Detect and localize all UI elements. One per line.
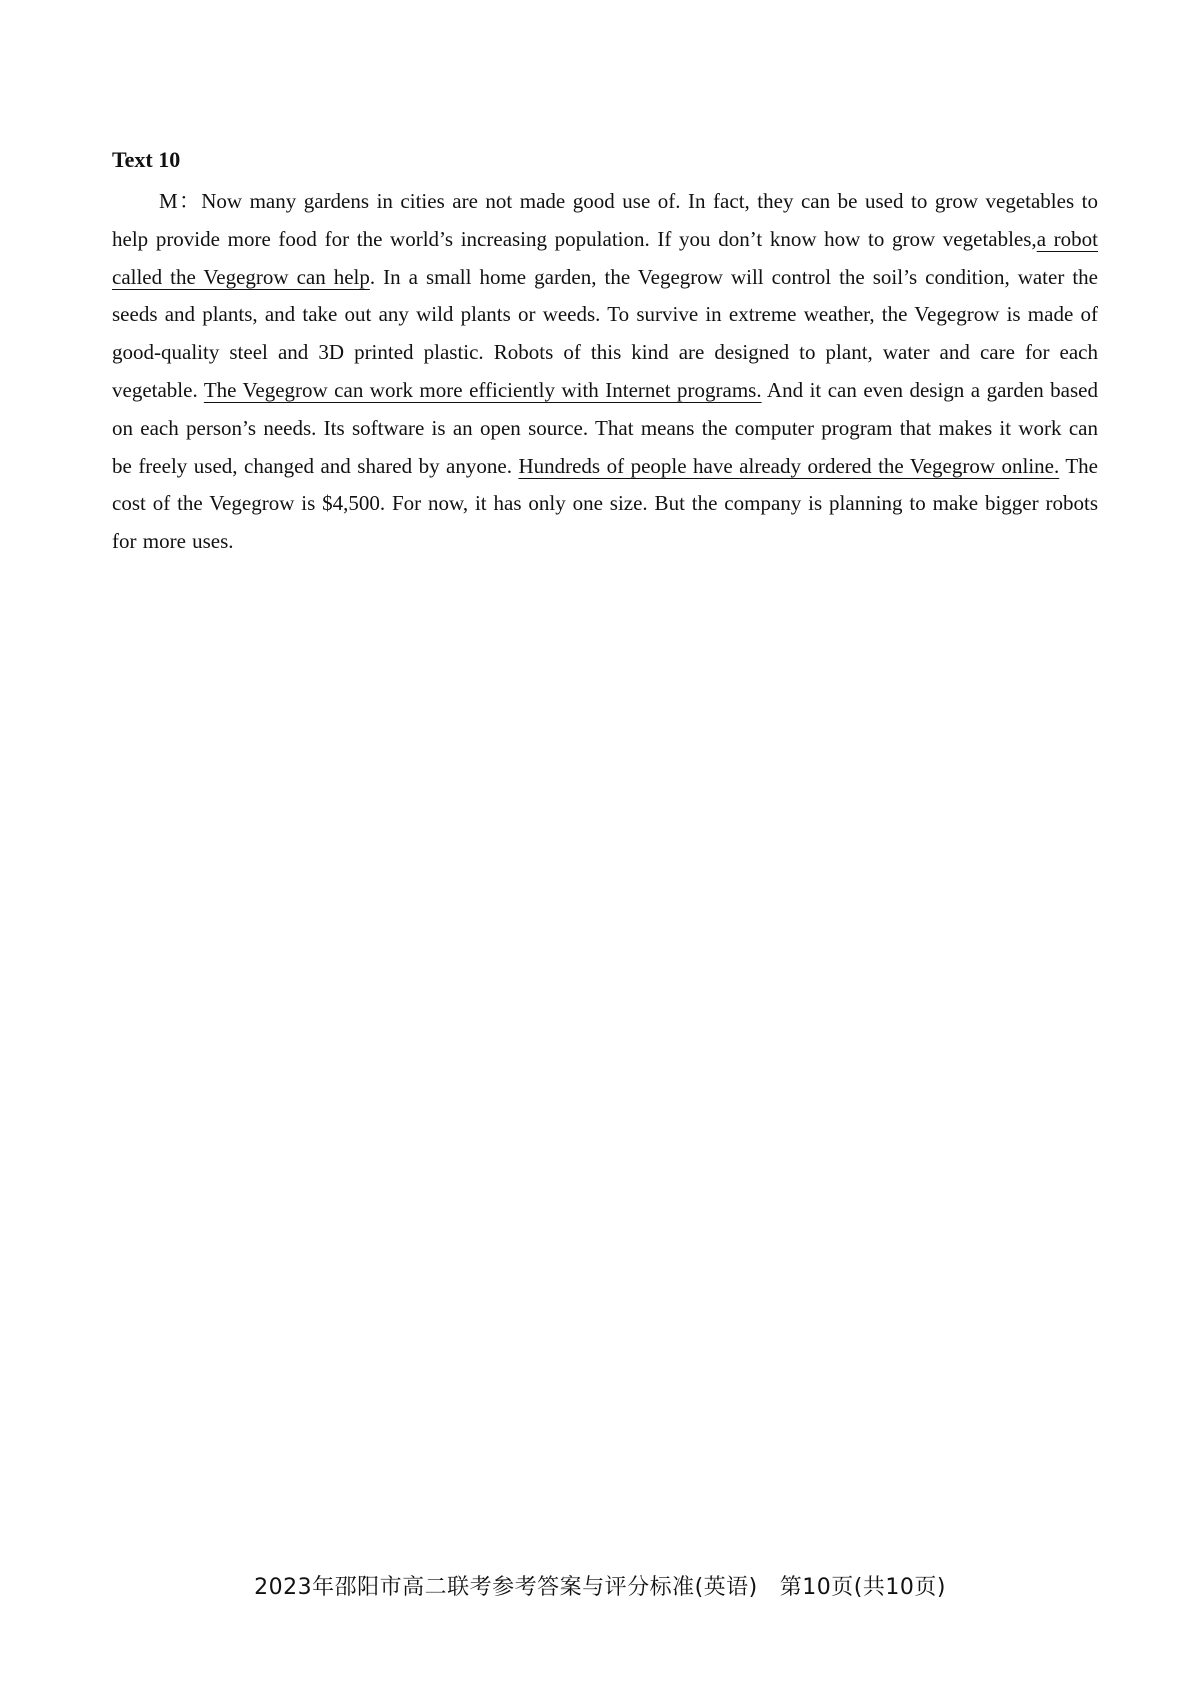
footer-title: 2023年邵阳市高二联考参考答案与评分标准(英语) — [254, 1575, 758, 1600]
transcript-text: . In a small home garden, the Vegegrow will control the soil’s condition, water the seeds and plants, and take out any wild plants or weeds. To survive in extreme weather, the Vegegrow is made of good-quality steel and 3D printed plastic. Robots of this kind are designed to plant, water and care for each vegetable. — [112, 264, 1098, 402]
transcript-text: And it can even design a garden based on each person’s needs. Its software is an open source. That means the computer program that makes it work can be freely used, changed and shared by anyone. — [112, 377, 1098, 478]
listening-transcript — [112, 183, 1098, 561]
speaker-label: M： — [159, 189, 202, 213]
page-footer — [0, 1573, 1200, 1603]
underlined-answer: a robot called the Vegegrow can help — [112, 226, 1098, 289]
page-number: 第10页(共10页) — [779, 1575, 946, 1600]
underlined-answer: Hundreds of people have already ordered the Vegegrow online. — [518, 453, 1060, 478]
section-heading: Text 10 — [112, 147, 181, 172]
underlined-answer: The Vegegrow can work more efficiently with Internet programs. — [203, 377, 762, 402]
transcript-text: The cost of the Vegegrow is $4,500. For now, it has only one size. But the company is planning to make bigger robots for more uses. — [112, 453, 1098, 554]
transcript-text: Now many gardens in cities are not made good use of. In fact, they can be used to grow vegetables to help provide more food for the world’s increasing population. If you don’t know how to grow vegetables, — [112, 189, 1098, 251]
